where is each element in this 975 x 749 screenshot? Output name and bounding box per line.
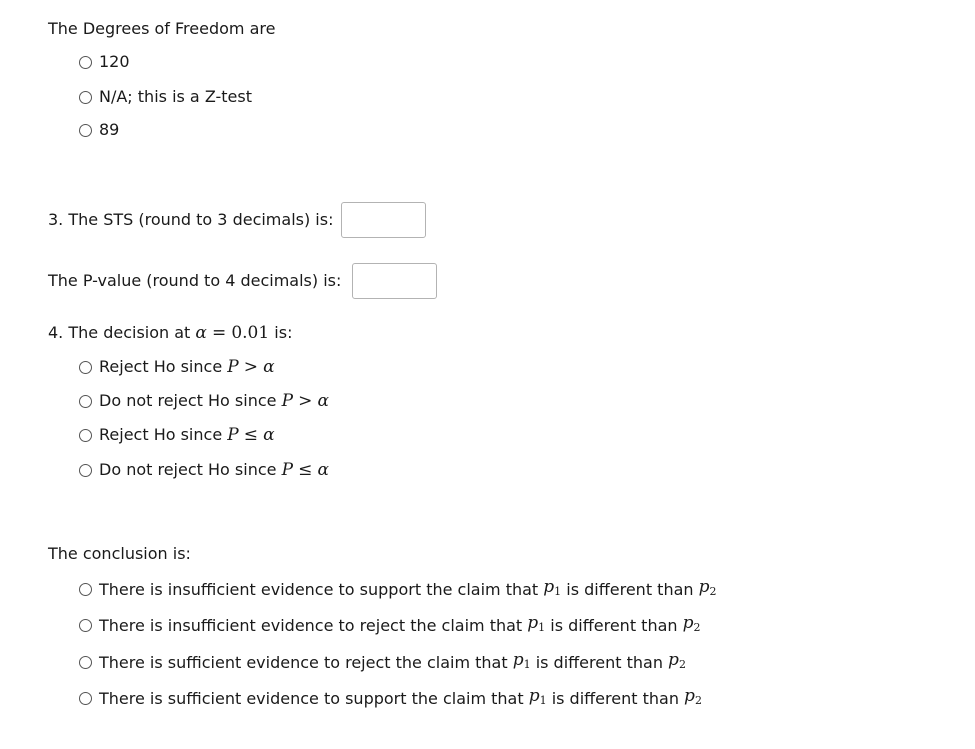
decision-option-reject-gt[interactable] [79, 357, 275, 377]
conclusion-question: The conclusion is: [48, 544, 191, 563]
option-label: There is insufficient evidence to support the claim that [99, 579, 539, 599]
option-label-mid: is different than [550, 615, 678, 635]
radio-button[interactable] [79, 619, 92, 632]
decision-option-reject-le[interactable] [79, 425, 275, 445]
p1-symbol: $p_1$ [543, 577, 562, 598]
radio-button[interactable] [79, 692, 92, 705]
p-symbol: P [281, 391, 294, 411]
alpha-symbol: α [263, 425, 275, 445]
option-label: There is sufficient evidence to support the claim that [99, 688, 524, 708]
decision-option-not-reject-le[interactable] [79, 460, 329, 480]
option-label: Do not reject Ho since [99, 391, 277, 410]
conclusion-option-insufficient-reject[interactable] [79, 613, 701, 638]
alpha-symbol: α [317, 391, 329, 411]
decision-prompt-suffix: is: [274, 323, 293, 342]
p1-symbol: $p_1$ [527, 613, 546, 634]
dof-option-na-z-test[interactable] [79, 87, 252, 107]
alpha-symbol: α [317, 460, 329, 480]
sts-input[interactable] [341, 202, 426, 238]
option-label: There is insufficient evidence to reject the claim that [99, 615, 523, 635]
p-symbol: P [227, 425, 239, 445]
p2-symbol: $p_2$ [668, 650, 686, 671]
p1-symbol: $p_1$ [528, 686, 547, 707]
operator: > [298, 391, 313, 411]
p2-symbol: $p_2$ [698, 577, 717, 598]
radio-button[interactable] [79, 56, 92, 69]
p1-symbol: $p_1$ [512, 650, 531, 671]
conclusion-option-sufficient-reject[interactable] [79, 650, 686, 675]
operator: ≤ [298, 460, 313, 480]
pvalue-input[interactable] [352, 263, 437, 299]
p-symbol: P [227, 357, 239, 377]
radio-button[interactable] [79, 395, 92, 408]
conclusion-option-sufficient-support[interactable] [79, 686, 702, 711]
option-label-mid: is different than [535, 652, 663, 672]
p2-symbol: $p_2$ [682, 613, 701, 634]
decision-option-not-reject-gt[interactable] [79, 391, 329, 411]
radio-button[interactable] [79, 464, 92, 477]
radio-button[interactable] [79, 429, 92, 442]
decision-prompt-prefix: 4. The decision at [48, 323, 191, 342]
option-label: There is sufficient evidence to reject the claim that [99, 652, 508, 672]
option-label: Do not reject Ho since [99, 460, 277, 479]
option-label: 89 [99, 120, 120, 139]
radio-button[interactable] [79, 124, 92, 137]
dof-question: The Degrees of Freedom are [48, 19, 276, 38]
option-label-mid: is different than [551, 688, 679, 708]
radio-button[interactable] [79, 656, 92, 669]
p2-symbol: $p_2$ [684, 686, 702, 707]
pvalue-question: The P-value (round to 4 decimals) is: [48, 271, 342, 290]
radio-button[interactable] [79, 361, 92, 374]
p-symbol: P [281, 460, 294, 480]
alpha-value: 0.01 [231, 323, 270, 343]
sts-question: 3. The STS (round to 3 decimals) is: [48, 210, 334, 229]
option-label: 120 [99, 52, 130, 71]
conclusion-option-insufficient-support[interactable] [79, 577, 717, 602]
radio-button[interactable] [79, 583, 92, 596]
option-label-mid: is different than [566, 579, 694, 599]
option-label: Reject Ho since [99, 357, 223, 376]
equals-sign: = [211, 323, 227, 343]
option-label: N/A; this is a Z-test [99, 87, 252, 106]
alpha-symbol: α [195, 323, 207, 343]
radio-button[interactable] [79, 91, 92, 104]
dof-option-89[interactable] [79, 120, 119, 140]
operator: ≤ [243, 425, 259, 445]
option-label: Reject Ho since [99, 425, 223, 444]
decision-question [48, 323, 292, 343]
dof-option-120[interactable] [79, 52, 130, 72]
operator: > [243, 357, 259, 377]
alpha-symbol: α [263, 357, 275, 377]
